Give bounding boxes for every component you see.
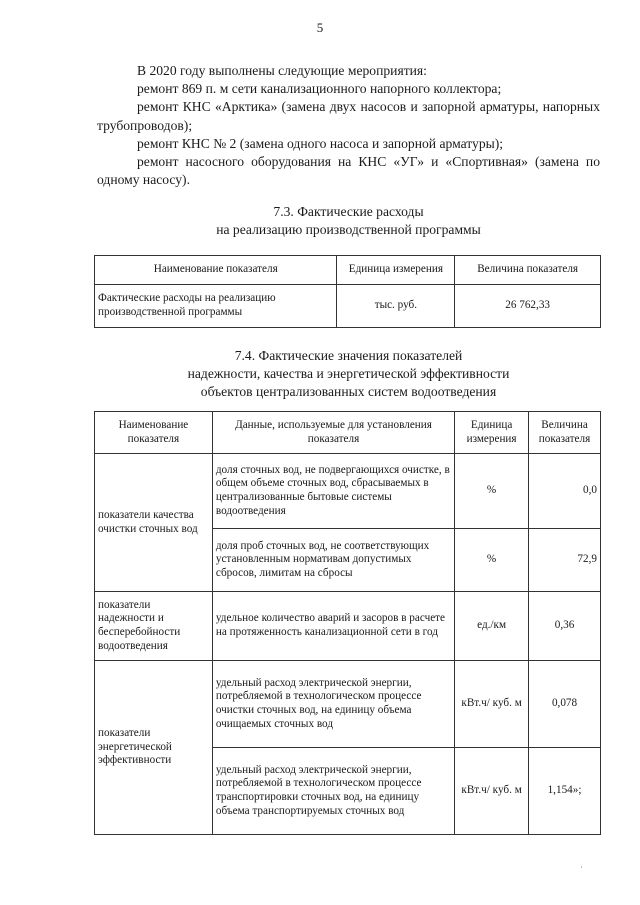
header-cell: Величина показателя [529,412,601,454]
intro-item: ремонт насосного оборудования на КНС «УГ» и «Спортивная» (замена по одному насосу). [97,154,600,188]
group-name: показатели энергетической эффективности [95,661,213,835]
header-cell: Единица измерения [337,256,455,285]
data-cell: удельный расход электрической энергии, потребляемой в технологическом процессе очистки сточных вод, на единицу объема очищаемых сточных вод [212,661,454,748]
intro-text [97,62,600,189]
intro-item: ремонт КНС № 2 (замена одного насоса и запорной арматуры); [137,135,504,151]
unit-cell: ед./км [455,592,529,661]
unit-cell: % [455,529,529,592]
indicator-name: Фактические расходы на реализацию производственной программы [95,285,337,328]
intro-item: ремонт 869 п. м сети канализационного напорного коллектора; [137,81,502,97]
unit-cell: кВт.ч/ куб. м [455,748,529,835]
indicators-table [94,411,601,835]
value-cell: 0,36 [529,592,601,661]
table-header-row [95,256,601,285]
section-7-3-title: 7.3. Фактические расходы на реализацию производственной программы [216,204,481,237]
intro-line: В 2020 году выполнены следующие мероприятия: [137,63,427,78]
header-cell: Наименование показателя [95,256,337,285]
table-row [95,592,601,661]
data-cell: удельное количество аварий и засоров в расчете на протяженность канализационной сети в год [212,592,454,661]
group-name: показатели надежности и бесперебойности водоотведения [95,592,213,661]
table-header-row [95,412,601,454]
value-cell: 0,078 [529,661,601,748]
table-row [95,661,601,748]
value-cell: 1,154»; [529,748,601,835]
table-row [95,454,601,529]
value-cell: 26 762,33 [455,285,601,328]
header-cell: Единица измерения [455,412,529,454]
page-number: 5 [316,20,324,35]
header-cell: Наименование показателя [95,412,213,454]
value-cell: 0,0 [529,454,601,529]
unit-cell: % [455,454,529,529]
intro-item: ремонт КНС «Арктика» (замена двух насосов и запорной арматуры, напорных трубопроводов); [97,99,600,133]
scan-speck: · [580,862,583,872]
group-name: показатели качества очистки сточных вод [95,454,213,592]
expenses-table [94,255,601,328]
data-cell: доля проб сточных вод, не соответствующих установленным нормативам допустимых сбросов, лимитам на сбросы [212,529,454,592]
table-row [95,285,601,328]
data-cell: удельный расход электрической энергии, потребляемой в технологическом процессе транспортировки сточных вод, на единицу объема транспортируемых сточных вод [212,748,454,835]
section-7-4-title: 7.4. Фактические значения показателей надежности, качества и энергетической эффективности объектов централизованных систем водоотведения [187,348,510,399]
value-cell: 72,9 [529,529,601,592]
header-cell: Величина показателя [455,256,601,285]
data-cell: доля сточных вод, не подвергающихся очистке, в общем объеме сточных вод, сбрасываемых в централизованные бытовые системы водоотведения [212,454,454,529]
unit-cell: тыс. руб. [337,285,455,328]
header-cell: Данные, используемые для установления показателя [212,412,454,454]
unit-cell: кВт.ч/ куб. м [455,661,529,748]
